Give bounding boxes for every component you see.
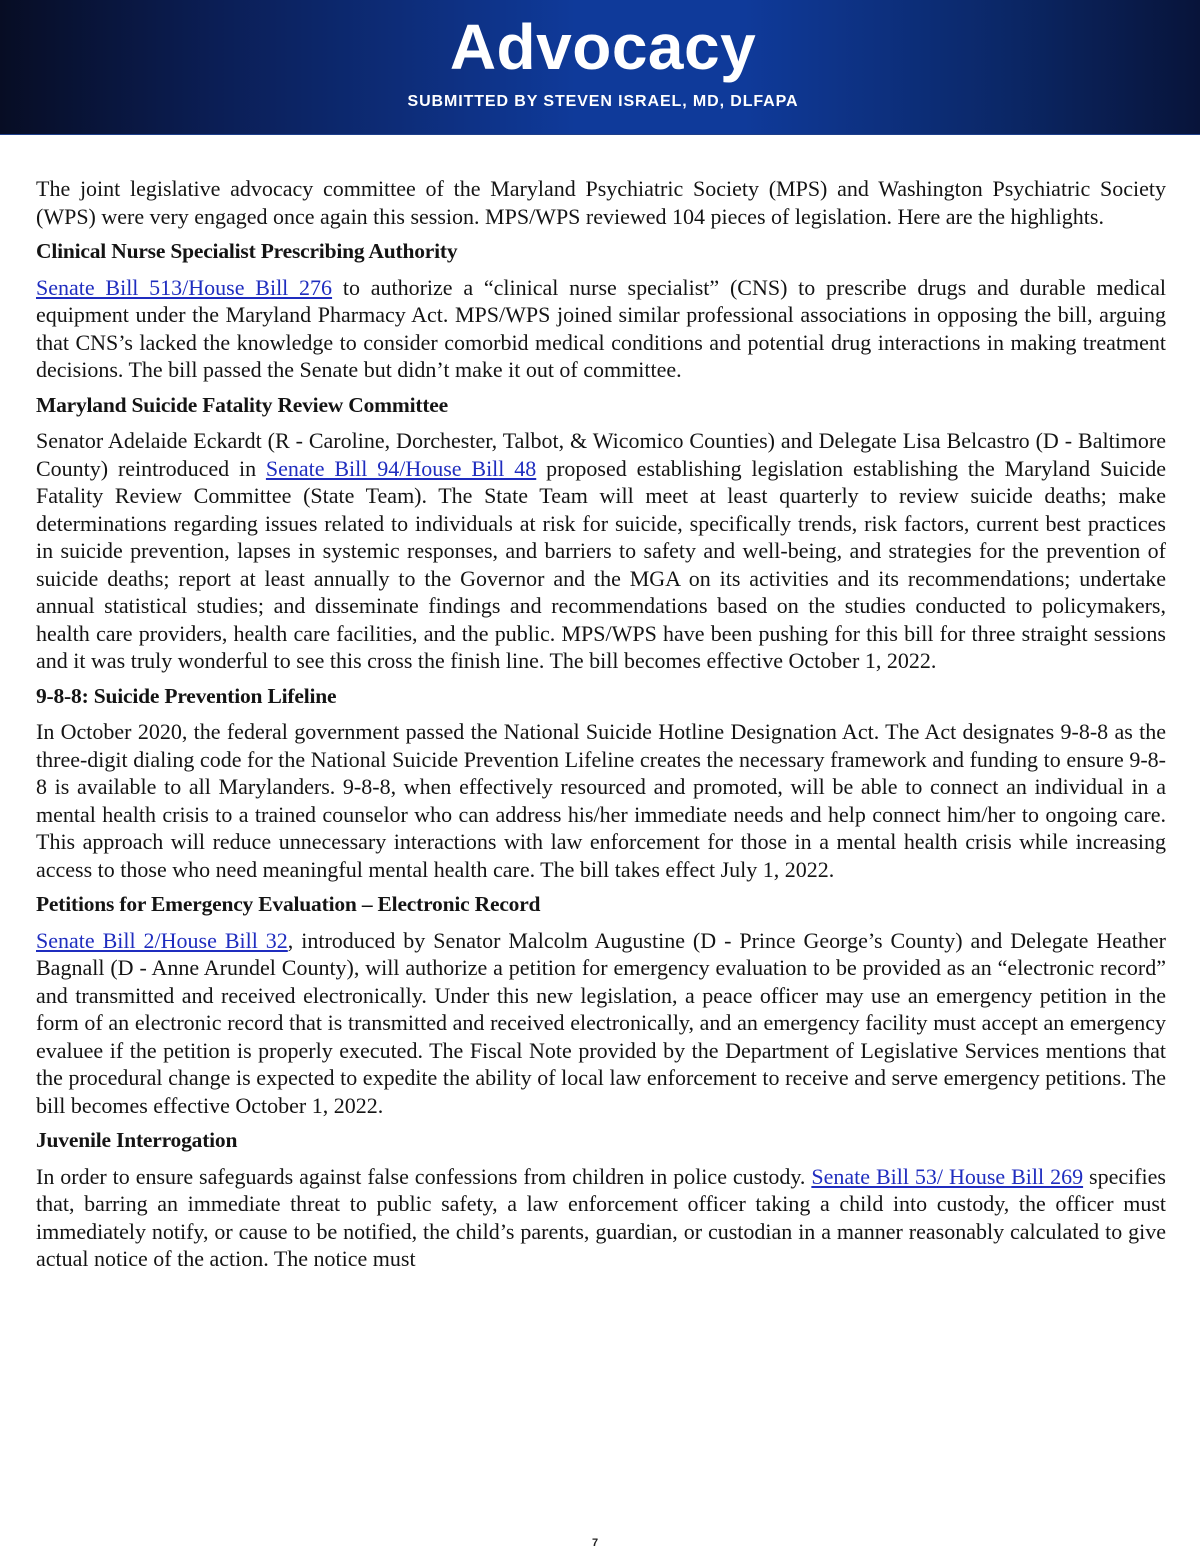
byline: SUBMITTED BY STEVEN ISRAEL, MD, DLFAPA [407, 93, 799, 110]
section-paragraph-cns [36, 274, 1166, 384]
section-heading-emergency-evaluation: Petitions for Emergency Evaluation – Electronic Record [36, 892, 541, 916]
bill-link-sb53-hb269[interactable]: Senate Bill 53/ House Bill 269 [811, 1163, 1084, 1189]
section-paragraph-emergency-evaluation [36, 927, 1166, 1120]
section-text: Senator Adelaide Eckardt (R - Caroline, Dorchester, Talbot, & Wicomico Counties) and Delegate Lisa Belcastro (D - Baltimore County) reintroduced in [36, 428, 1166, 481]
section-text: specifies that, barring an immediate threat to public safety, a law enforcement officer taking a child into custody, the officer must immediately notify, or cause to be notified, the child’s parents, guardian, or custodian in a manner reasonably calculated to give actual notice of the action. The notice must [36, 1163, 1166, 1271]
section-paragraph-suicide-review [36, 427, 1166, 675]
section-text: In October 2020, the federal government passed the National Suicide Hotline Designation Act. The Act designates 9-8-8 as the three-digit dialing code for the National Suicide Prevention Lifeline creates the necessary framework and funding to ensure 9-8-8 is available to all Marylanders. 9-8-8, when effectively resourced and promoted, will be able to connect an individual in a mental health crisis to a trained counselor who can address his/her immediate needs and help connect him/her to ongoing care. This approach will reduce unnecessary interactions with law enforcement for those in a mental health crisis while increasing access to those who need meaningful mental health care. The bill takes effect July 1, 2022. [36, 719, 1166, 882]
page-number: 7 [591, 1537, 599, 1549]
section-heading-suicide-review: Maryland Suicide Fatality Review Committee [36, 392, 448, 417]
section-heading-juvenile-interrogation: Juvenile Interrogation [36, 1128, 238, 1152]
bill-link-sb2-hb32[interactable]: Senate Bill 2/House Bill 32 [36, 927, 288, 953]
section-text: In order to ensure safeguards against false confessions from children in police custody. [36, 1163, 812, 1189]
article-body [36, 175, 1166, 1281]
section-heading-cns: Clinical Nurse Specialist Prescribing Authority [36, 239, 458, 263]
section-text: to authorize a “clinical nurse specialist” (CNS) to prescribe drugs and durable medical equipment under the Maryland Pharmacy Act. MPS/WPS joined similar professional associations in opposing the bill, arguing that CNS’s lacked the knowledge to consider comorbid medical conditions and potential drug interactions in making treatment decisions. The bill passed the Senate but didn’t make it out of committee. [36, 274, 1166, 382]
intro-paragraph: The joint legislative advocacy committee of the Maryland Psychiatric Society (MPS) and Washington Psychiatric Society (WPS) were very engaged once again this session. MPS/WPS reviewed 104 pieces of legislation. Here are the highlights. [36, 176, 1166, 229]
page-title: Advocacy [449, 11, 757, 83]
bill-link-sb513-hb276[interactable]: Senate Bill 513/House Bill 276 [36, 274, 333, 300]
bill-link-sb94-hb48[interactable]: Senate Bill 94/House Bill 48 [265, 455, 537, 481]
section-paragraph-988 [36, 718, 1166, 883]
section-text: proposed establishing legislation establishing the Maryland Suicide Fatality Review Committee (State Team). The State Team will meet at least quarterly to review suicide deaths; make determinations regarding issues related to individuals at risk for suicide, specifically trends, risk factors, current best practices in suicide prevention, lapses in systemic responses, and barriers to safety and well-being, and strategies for the prevention of suicide deaths; report at least annually to the Governor and the MGA on its activities and its recommendations; undertake annual statistical studies; and disseminate findings and recommendations based on the studies conducted to policymakers, health care providers, health care facilities, and the public. MPS/WPS have been pushing for this bill for three straight sessions and it was truly wonderful to see this cross the finish line. The bill becomes effective October 1, 2022. [36, 455, 1166, 673]
section-text: , introduced by Senator Malcolm Augustine (D - Prince George’s County) and Delegate Heather Bagnall (D - Anne Arundel County), will authorize a petition for emergency evaluation to be provided as an “electronic record” and transmitted and received electronically. Under this new legislation, a peace officer may use an emergency petition in the form of an electronic record that is transmitted and received electronically, and an emergency facility must accept an emergency evaluee if the petition is properly executed. The Fiscal Note provided by the Department of Legislative Services mentions that the procedural change is expected to expedite the ability of local law enforcement to receive and serve emergency petitions. The bill becomes effective October 1, 2022. [36, 927, 1166, 1118]
header-banner [0, 0, 1200, 135]
section-paragraph-juvenile-interrogation [36, 1163, 1166, 1273]
section-heading-988: 9-8-8: Suicide Prevention Lifeline [36, 683, 337, 708]
